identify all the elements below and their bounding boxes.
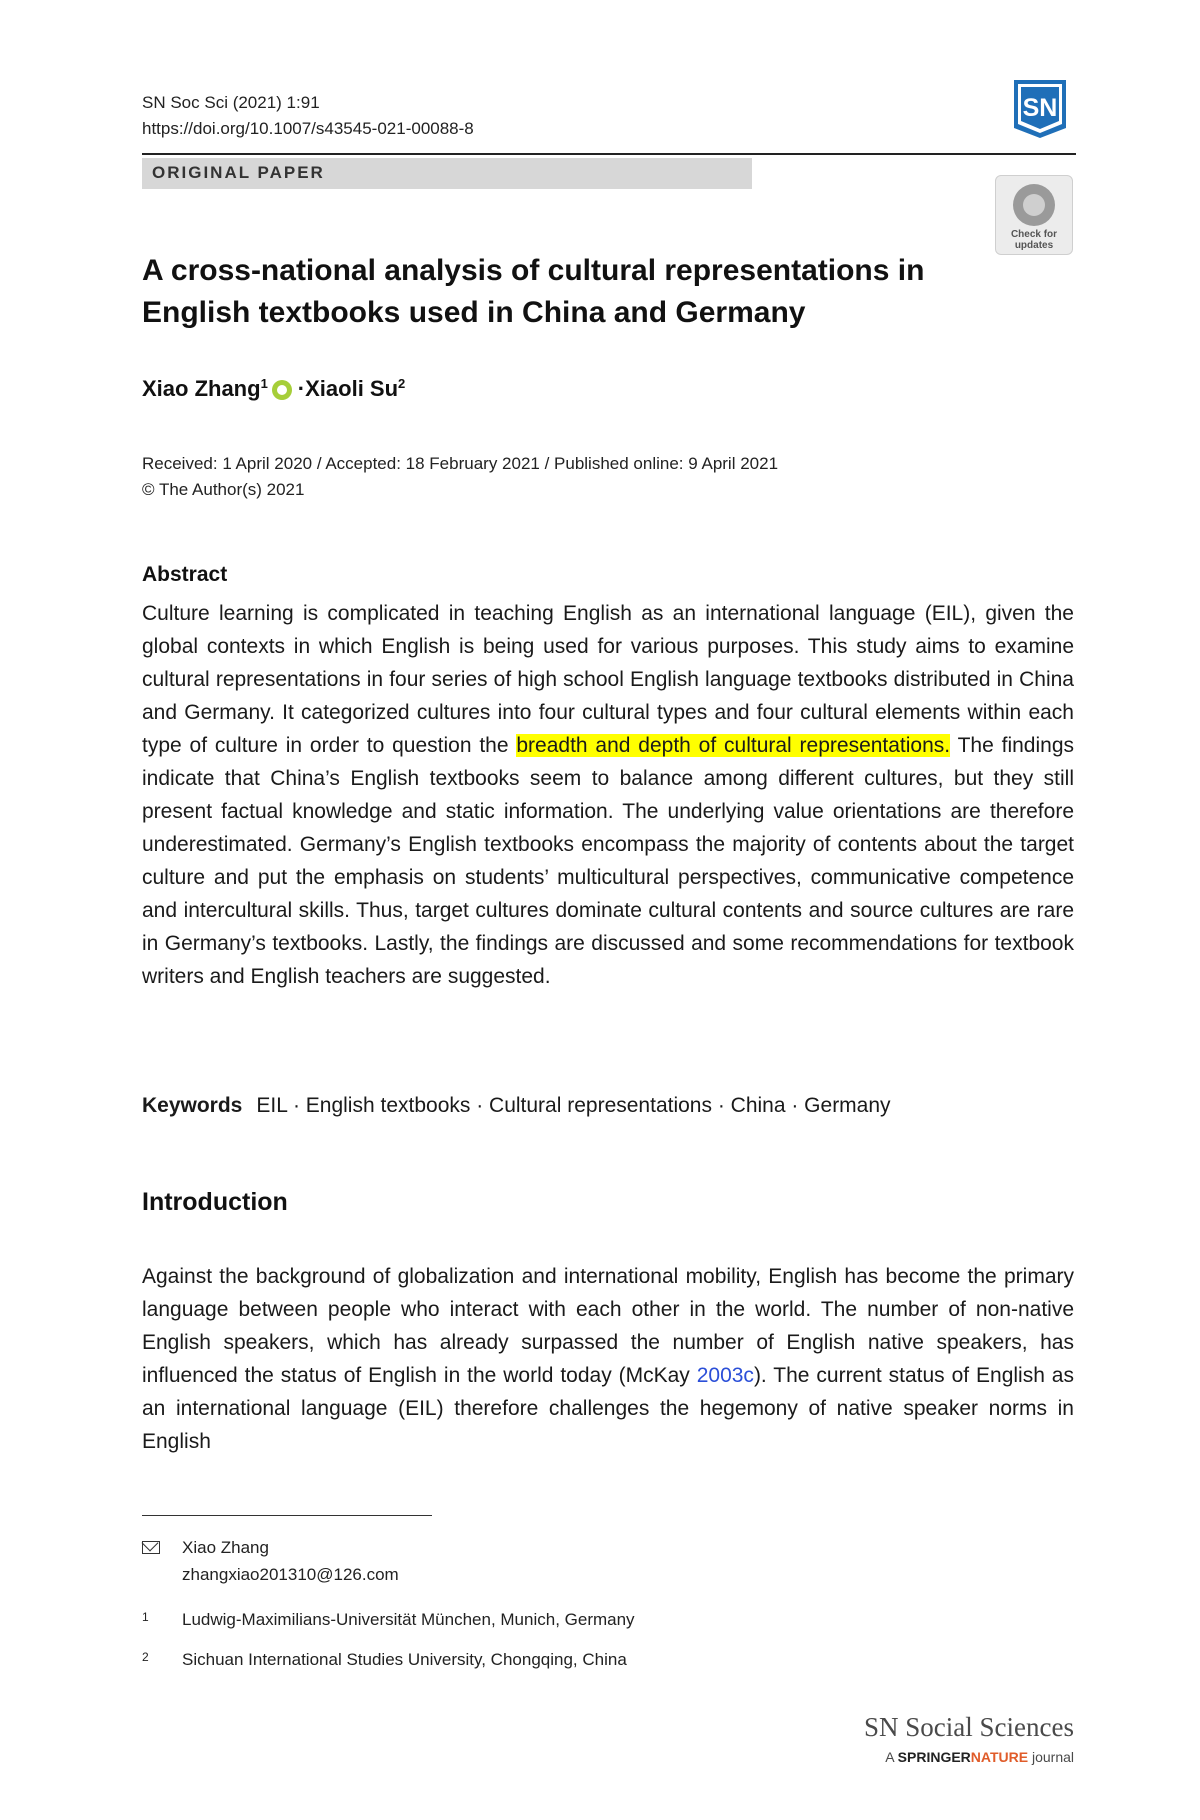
copyright: © The Author(s) 2021 xyxy=(142,480,305,499)
author-name[interactable]: Xiaoli Su xyxy=(305,376,399,401)
publication-dates xyxy=(142,451,778,503)
orcid-icon[interactable] xyxy=(272,380,292,400)
affiliation-text: Ludwig-Maximilians-Universität München, Munich, Germany xyxy=(182,1610,635,1629)
sn-journal-badge xyxy=(1008,78,1072,140)
affiliation-number: 2 xyxy=(142,1650,149,1664)
journal-citation-block xyxy=(142,90,474,142)
keywords-list: EIL · English textbooks · Cultural representations · China · Germany xyxy=(256,1094,891,1117)
corresponding-author xyxy=(142,1534,399,1588)
author-affil-sup: 1 xyxy=(260,376,268,391)
article-title: A cross-national analysis of cultural representations in English textbooks used in China and Germany xyxy=(142,254,925,329)
section-heading: Introduction xyxy=(142,1188,288,1216)
affiliation-number: 1 xyxy=(142,1610,149,1624)
contact-name: Xiao Zhang xyxy=(182,1538,269,1557)
header-rule xyxy=(142,153,1076,155)
intro-text: Against the background of globalization and international mobility, English has become the primary language between people who interact with each other in the world. The number of non-native English speakers, which has already surpassed the number of English native speakers, has influenced the status of English in the world today (McKay xyxy=(142,1265,1074,1387)
journal-citation: SN Soc Sci (2021) 1:91 xyxy=(142,93,320,112)
publisher-nature: NATURE xyxy=(970,1749,1029,1765)
footnote-rule xyxy=(142,1515,432,1516)
author-affil-sup: 2 xyxy=(398,376,406,391)
publisher-springer: SPRINGER xyxy=(897,1749,971,1765)
publisher-line xyxy=(830,1749,1074,1765)
abstract-heading: Abstract xyxy=(142,563,228,586)
sn-badge-text: SN xyxy=(1022,94,1058,122)
history-dates: Received: 1 April 2020 / Accepted: 18 February 2021 / Published online: 9 April 2021 xyxy=(142,454,779,473)
introduction-body xyxy=(142,1260,1074,1458)
intro-text: ). The current status of English as an international language (EIL) therefore challenges the hegemony of native speaker norms in English xyxy=(142,1364,1074,1453)
crossmark-icon xyxy=(1013,184,1055,226)
highlighted-text[interactable]: breadth and depth of cultural representations. xyxy=(516,734,951,757)
keywords-label: Keywords xyxy=(142,1094,243,1117)
affiliation-text: Sichuan International Studies University, Chongqing, China xyxy=(182,1650,627,1669)
author-list xyxy=(142,376,405,402)
citation-link[interactable]: 2003c xyxy=(696,1364,754,1387)
abstract-body xyxy=(142,597,1074,993)
abstract-text: The findings indicate that China’s English textbooks seem to balance among different cultures, but they still present factual knowledge and static information. The underlying value orientations are therefore underestimated. Germany’s English textbooks encompass the majority of contents about the target culture and put the emphasis on students’ multicultural perspectives, communicative competence and intercultural skills. Thus, target cultures dominate cultural contents and source cultures are rare in Germany’s textbooks. Lastly, the findings are discussed and some recommendations for textbook writers and English teachers are suggested. xyxy=(142,734,1074,988)
affiliation xyxy=(142,1650,627,1670)
author-separator: · xyxy=(297,376,306,401)
article-type: ORIGINAL PAPER xyxy=(152,163,325,182)
journal-name-logo: SN Social Sciences xyxy=(864,1712,1074,1742)
abstract-text: Culture learning is complicated in teaching English as an international language (EIL), given the global contexts in which English is being used for various purposes. This study aims to examine cultural representations in four series of high school English language textbooks distributed in China and Germany. It categorized cultures into four cultural types and four cultural elements within each type of culture in order to question the xyxy=(142,602,1074,757)
publisher-suffix: journal xyxy=(1031,1749,1074,1765)
doi-link[interactable]: https://doi.org/10.1007/s43545-021-00088-8 xyxy=(142,119,474,138)
crossmark-button[interactable] xyxy=(995,175,1073,255)
contact-email[interactable]: zhangxiao201310@126.com xyxy=(182,1565,399,1584)
keywords xyxy=(142,1094,1074,1118)
envelope-icon xyxy=(142,1541,160,1554)
publisher-prefix: A xyxy=(885,1749,894,1765)
author-name[interactable]: Xiao Zhang xyxy=(142,376,261,401)
affiliation xyxy=(142,1610,635,1630)
crossmark-label: Check for updates xyxy=(1010,229,1058,251)
